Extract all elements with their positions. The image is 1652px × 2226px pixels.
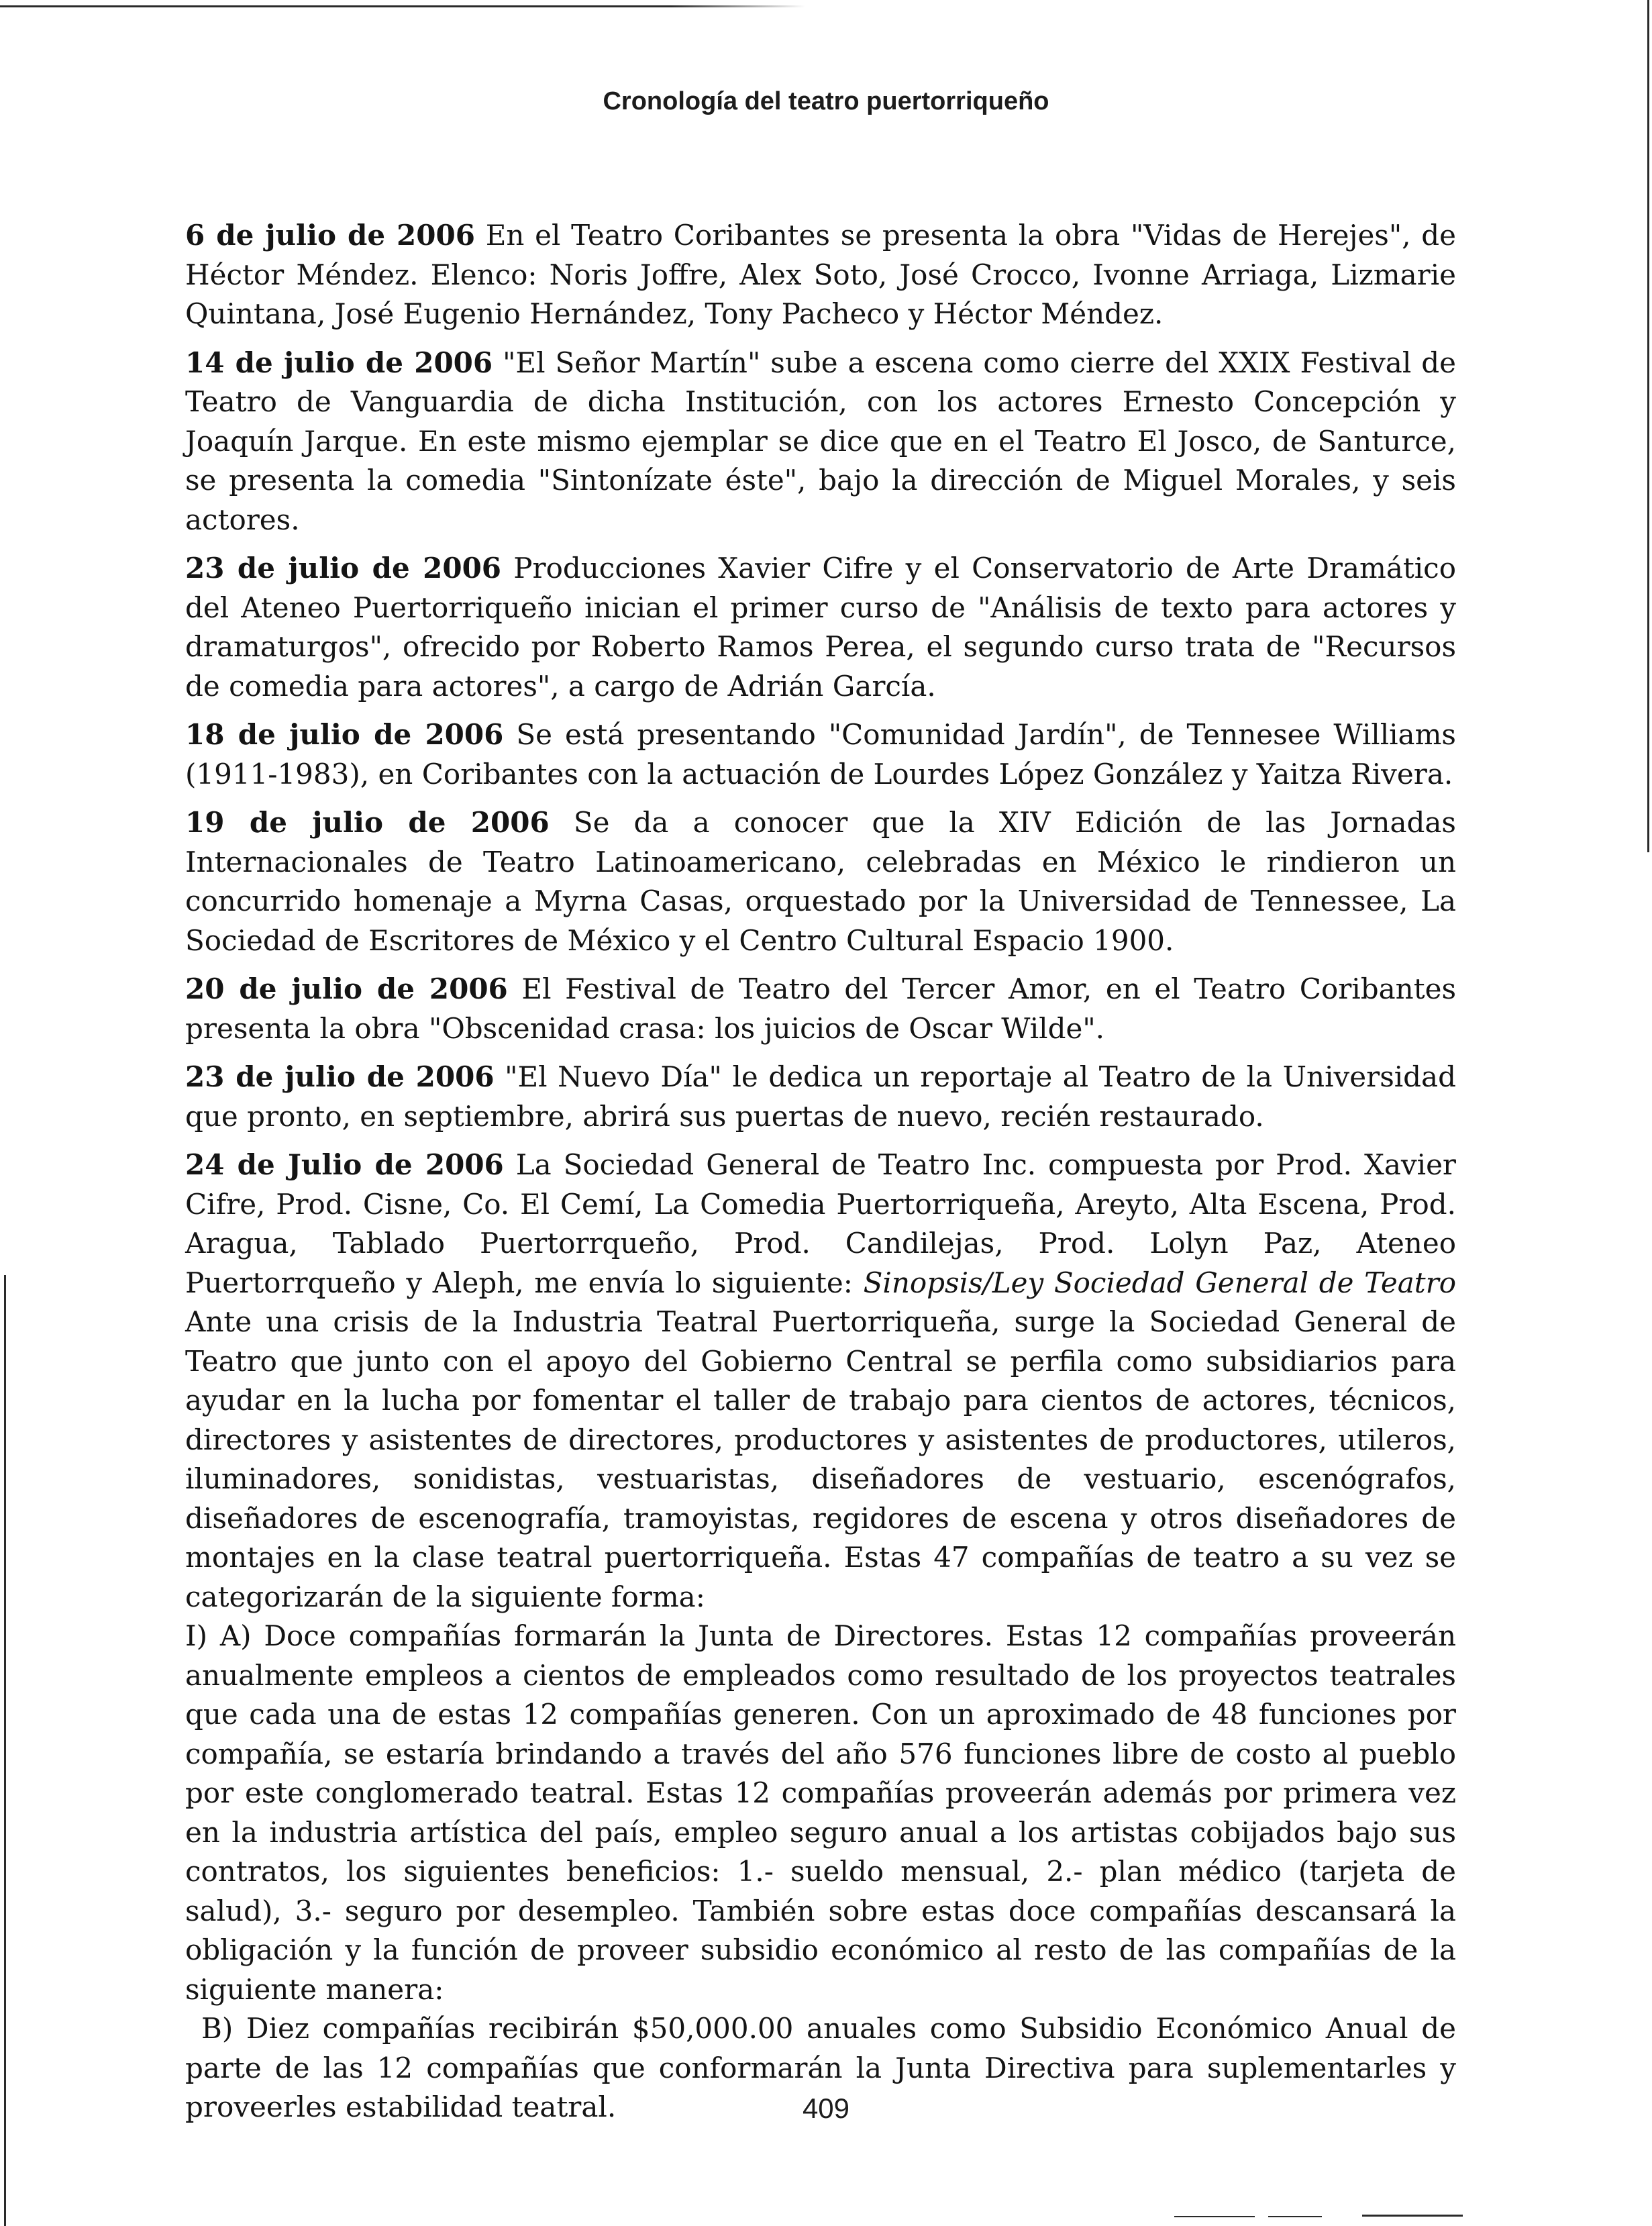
entry-date: 18 de julio de 2006: [185, 718, 504, 751]
chronology-entry: [185, 715, 1456, 794]
entry-text: Se da a conocer que la XIV Edición de las Jornadas Internacionales de Teatro Latinoamericano, celebradas en México le rindieron un concurrido homenaje a Myrna Casas, orquestado por la Universidad de Tennessee, La Sociedad de Escritores de México y el Centro Cultural Espacio 1900.: [185, 806, 1456, 957]
scan-right-edge: [1647, 0, 1649, 852]
entry-text: Producciones Xavier Cifre y el Conservatorio de Arte Dramático del Ateneo Puertorriqueño inician el primer curso de "Análisis de texto para actores y dramaturgos", ofrecido por Roberto Ramos Perea, el segundo curso trata de "Recursos de comedia para actores", a cargo de Adrián García.: [185, 552, 1456, 703]
entry-text: "El Señor Martín" sube a escena como cierre del XXIX Festival de Teatro de Vanguardia de dicha Institución, con los actores Ernesto Concepción y Joaquín Jarque. En este mismo ejemplar se dice que en el Teatro El Josco, de Santurce, se presenta la comedia "Sintonízate éste", bajo la dirección de Miguel Morales, y seis actores.: [185, 346, 1456, 536]
document-title: Sinopsis/Ley Sociedad General de Teatro: [863, 1266, 1457, 1299]
scan-bottom-mark: [1268, 2216, 1322, 2217]
entry-text: "El Nuevo Día" le dedica un reportaje al Teatro de la Universidad que pronto, en septiembre, abrirá sus puertas de nuevo, recién restaurado.: [185, 1060, 1456, 1133]
chronology-entry: [185, 803, 1456, 960]
chronology-entry: [185, 970, 1456, 1048]
chronology-entry: [185, 1146, 1456, 1617]
entry-text: Se está presentando "Comunidad Jardín", de Tennesee Williams (1911-1983), en Coribantes con la actuación de Lourdes López González y Yaitza Rivera.: [185, 718, 1456, 791]
entry-date: 6 de julio de 2006: [185, 219, 475, 252]
scan-bottom-mark: [1362, 2215, 1463, 2217]
entry-date: 19 de julio de 2006: [185, 806, 550, 839]
entry-date: 20 de julio de 2006: [185, 972, 508, 1005]
page-number: 409: [802, 2092, 850, 2124]
entry-text: El Festival de Teatro del Tercer Amor, en el Teatro Coribantes presenta la obra "Obscenidad crasa: los juicios de Oscar Wilde".: [185, 972, 1456, 1045]
scan-left-edge: [4, 1275, 6, 2226]
entry-text: La Sociedad General de Teatro Inc. compuesta por Prod. Xavier Cifre, Prod. Cisne, Co. El Cemí, La Comedia Puertorriqueña, Areyto, Alta Escena, Prod. Aragua, Tablado Puertorrqueño, Prod. Candilejas, Prod. Lolyn Paz, Ateneo Puertorrqueño y Aleph, me envía lo siguiente:: [185, 1148, 1457, 1299]
entry-text: Ante una crisis de la Industria Teatral Puertorriqueña, surge la Sociedad General de Teatro que junto con el apoyo del Gobierno Central se perfila como subsidiarios para ayudar en la lucha por fomentar el taller de trabajo para cientos de actores, técnicos, directores y asistentes de directores, productores y asistentes de productores, utileros, iluminadores, sonidistas, vestuaristas, diseñadores de vestuario, escenógrafos, diseñadores de escenografía, tramoyistas, regidores de escena y otros diseñadores de montajes en la clase teatral puertorriqueña. Estas 47 compañías de teatro a su vez se categorizarán de la siguiente forma:: [185, 1305, 1456, 1613]
chronology-entry: [185, 549, 1456, 706]
section-a-paragraph: I) A) Doce compañías formarán la Junta de Directores. Estas 12 compañías proveerán anualmente empleos a cientos de empleados como resultado de los proyectos teatrales que cada una de estas 12 compañías generen. Con un aproximado de 48 funciones por compañía, se estaría brindando a través del año 576 funciones libre de costo al pueblo por este conglomerado teatral. Estas 12 compañías proveerán además por primera vez en la industria artística del país, empleo seguro anual a los artistas cobijados bajo sus contratos, los siguientes beneficios: 1.- sueldo mensual, 2.- plan médico (tarjeta de salud), 3.- seguro por desempleo. También sobre estas doce compañías descansará la obligación y la función de proveer subsidio económico al resto de las compañías de la siguiente manera:: [185, 1619, 1456, 2006]
running-head: Cronología del teatro puertorriqueño: [603, 87, 1049, 115]
chronology-entry: [185, 344, 1456, 540]
entry-date: 14 de julio de 2006: [185, 346, 493, 379]
scan-bottom-mark: [1174, 2216, 1255, 2217]
entry-date: 23 de julio de 2006: [185, 1060, 495, 1093]
scan-top-rule-fade: [671, 5, 805, 7]
entry-text: En el Teatro Coribantes se presenta la obra "Vidas de Herejes", de Héctor Méndez. Elenco: Noris Joffre, Alex Soto, José Crocco, Ivonne Arriaga, Lizmarie Quintana, José Eugenio Hernández, Tony Pacheco y Héctor Méndez.: [185, 219, 1456, 330]
chronology-entry: [185, 1058, 1456, 1136]
entry-date: 24 de Julio de 2006: [185, 1148, 504, 1181]
entry-date: 23 de julio de 2006: [185, 552, 502, 585]
page-body: [185, 216, 1456, 2127]
chronology-entry: [185, 216, 1456, 334]
section-b-paragraph: B) Diez compañías recibirán $50,000.00 anuales como Subsidio Económico Anual de parte de las 12 compañías que conformarán la Junta Directiva para suplementarles y proveerles estabilidad teatral.: [185, 2012, 1456, 2123]
